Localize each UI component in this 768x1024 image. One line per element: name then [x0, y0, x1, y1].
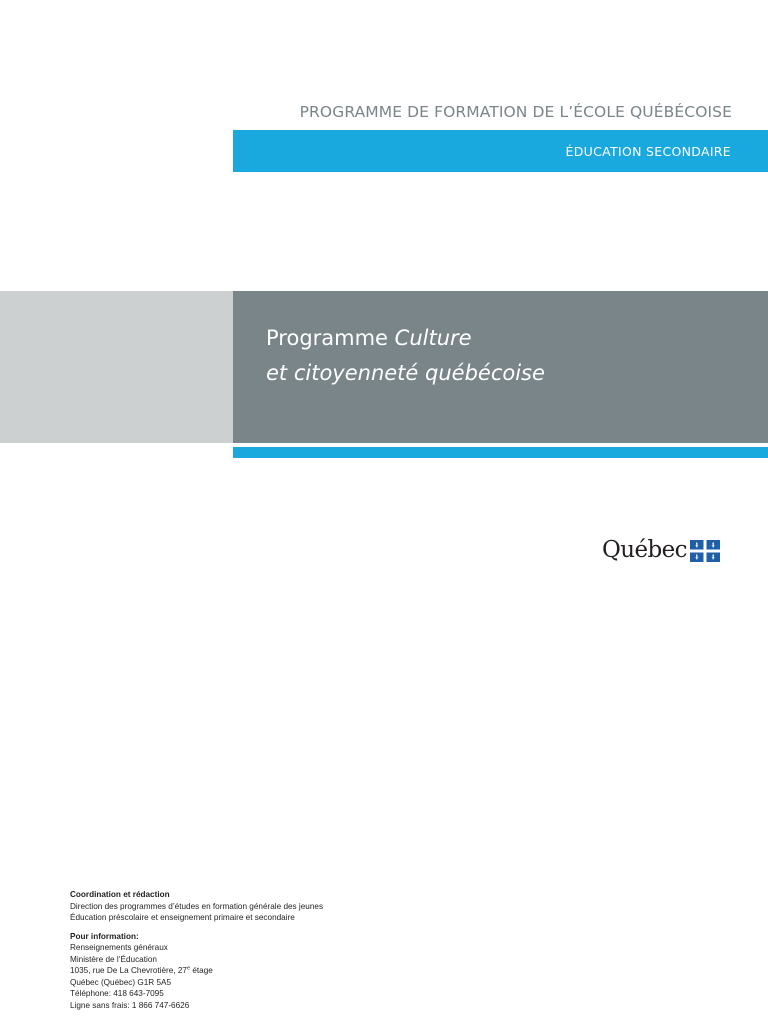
blue-rule	[233, 447, 768, 458]
series-title: PROGRAMME DE FORMATION DE L’ÉCOLE QUÉBÉCOISE	[299, 103, 732, 121]
info-line: Renseignements généraux	[70, 943, 168, 952]
quebec-logo	[602, 535, 720, 565]
coordination-line: Direction des programmes d’études en formation générale des jeunes	[70, 901, 324, 911]
floor-superscript: e	[186, 965, 191, 972]
floor-suffix: étage	[190, 966, 213, 975]
credits-block	[70, 889, 323, 1011]
address-street: 1035, rue De La Chevrotière, 27	[70, 966, 187, 975]
quebec-wordmark: Québec	[602, 537, 687, 563]
info-heading: Pour information:	[70, 931, 139, 941]
level-label: ÉDUCATION SECONDAIRE	[565, 144, 731, 159]
coordination-heading: Coordination et rédaction	[70, 890, 170, 899]
info-line: Québec (Québec) G1R 5A5	[70, 977, 172, 987]
decorative-grey-block	[0, 291, 233, 443]
program-title-band	[233, 291, 768, 443]
program-name-part-2: et citoyenneté québécoise	[266, 361, 545, 385]
info-line: Ligne sans frais: 1 866 747-6626	[70, 1000, 190, 1010]
program-title-line-1	[266, 321, 545, 356]
level-band	[233, 130, 768, 172]
program-title	[266, 321, 545, 391]
program-prefix: Programme	[266, 326, 388, 350]
fleurdelise-flag-icon	[690, 540, 720, 562]
info-line: Ministère de l’Éducation	[70, 954, 157, 964]
program-name-part-1: Culture	[394, 326, 472, 350]
info-line: Téléphone: 418 643-7095	[70, 989, 164, 998]
coordination-line: Éducation préscolaire et enseignement primaire et secondaire	[70, 913, 295, 922]
info-address-line	[70, 965, 323, 977]
